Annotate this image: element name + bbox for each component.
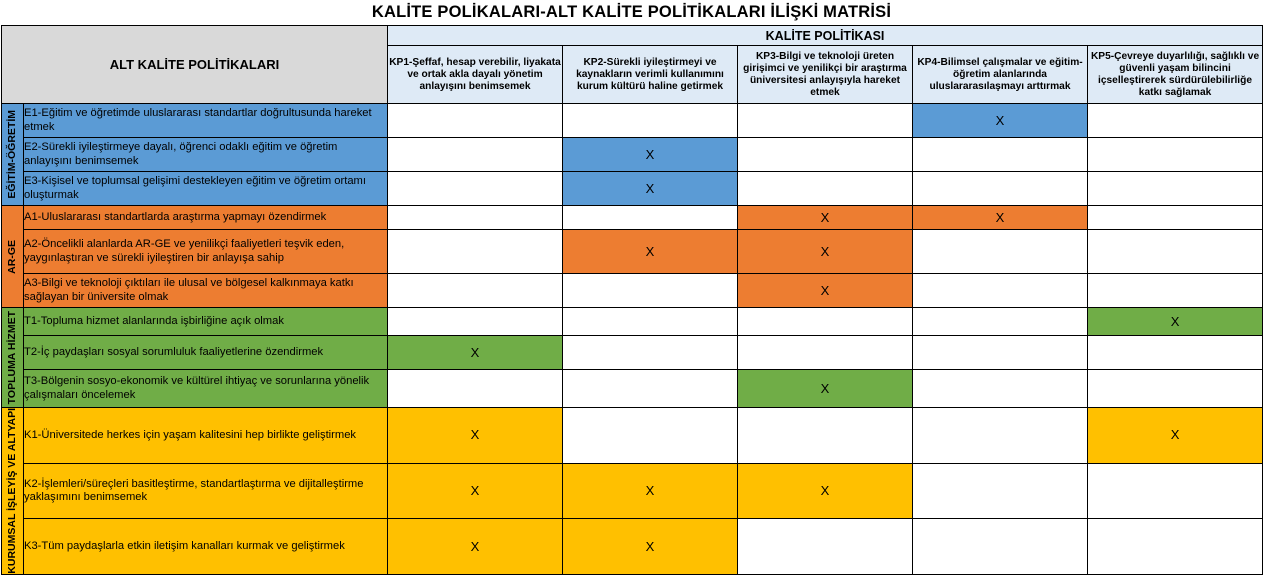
col-axis-title: KALİTE POLİTİKASI xyxy=(388,26,1263,46)
matrix-cell-t2-kp3 xyxy=(738,336,913,370)
matrix-cell-t3-kp2 xyxy=(563,370,738,408)
matrix-cell-k3-kp3 xyxy=(738,519,913,575)
row-label-k1: K1-Üniversitede herkes için yaşam kalitesini hep birlikte geliştirmek xyxy=(24,408,388,464)
matrix-cell-k1-kp1 xyxy=(388,408,563,464)
matrix-cell-e2-kp3 xyxy=(738,138,913,172)
relation-mark: X xyxy=(470,344,480,360)
column-header-kp2: KP2-Sürekli iyileştirmeyi ve kaynakların verimli kullanımını kurum kültürü haline getirmek xyxy=(563,46,738,104)
matrix-cell-a2-kp2 xyxy=(563,230,738,274)
matrix-cell-e3-kp2 xyxy=(563,172,738,206)
matrix-cell-t1-kp5 xyxy=(1088,308,1263,336)
relationship-matrix-table xyxy=(1,25,1263,575)
row-label-k2: K2-İşlemleri/süreçleri basitleştirme, standartlaştırma ve dijitalleştirme yaklaşımını benimsemek xyxy=(24,463,388,519)
matrix-cell-a2-kp3 xyxy=(738,230,913,274)
relation-mark: X xyxy=(645,146,655,162)
matrix-cell-t1-kp3 xyxy=(738,308,913,336)
matrix-cell-a3-kp5 xyxy=(1088,274,1263,308)
table-row xyxy=(2,274,1263,308)
matrix-cell-e2-kp4 xyxy=(913,138,1088,172)
row-label-k3: K3-Tüm paydaşlarla etkin iletişim kanalları kurmak ve geliştirmek xyxy=(24,519,388,575)
matrix-cell-a2-kp4 xyxy=(913,230,1088,274)
matrix-cell-t2-kp1 xyxy=(388,336,563,370)
group-label-text: EĞİTİM-ÖĞRETİM xyxy=(5,110,18,199)
matrix-cell-t1-kp1 xyxy=(388,308,563,336)
matrix-cell-e3-kp5 xyxy=(1088,172,1263,206)
relation-mark: X xyxy=(645,243,655,259)
matrix-cell-k1-kp2 xyxy=(563,408,738,464)
matrix-cell-k3-kp1 xyxy=(388,519,563,575)
table-row xyxy=(2,230,1263,274)
row-label-a2: A2-Öncelikli alanlarda AR-GE ve yenilikçi faaliyetleri teşvik eden, yaygınlaştıran ve sürekli iyileştiren bir anlayışa sahip xyxy=(24,230,388,274)
table-row xyxy=(2,370,1263,408)
relation-mark: X xyxy=(645,538,655,554)
relation-mark: X xyxy=(995,112,1005,128)
table-row xyxy=(2,463,1263,519)
matrix-cell-a1-kp2 xyxy=(563,206,738,230)
group-label-toplum-hizmet xyxy=(2,308,24,408)
matrix-cell-k2-kp4 xyxy=(913,463,1088,519)
row-label-t1: T1-Topluma hizmet alanlarında işbirliğine açık olmak xyxy=(24,308,388,336)
row-label-a3: A3-Bilgi ve teknoloji çıktıları ile ulusal ve bölgesel kalkınmaya katkı sağlayan bir üniversite olmak xyxy=(24,274,388,308)
column-header-kp5: KP5-Çevreye duyarlılığı, sağlıklı ve güvenli yaşam bilincini içselleştirerek sürdürülebilirliğe katkı sağlamak xyxy=(1088,46,1263,104)
table-row xyxy=(2,308,1263,336)
matrix-cell-e1-kp2 xyxy=(563,104,738,138)
group-label-text: AR-GE xyxy=(5,239,18,274)
matrix-cell-a2-kp5 xyxy=(1088,230,1263,274)
table-row xyxy=(2,519,1263,575)
matrix-cell-t2-kp4 xyxy=(913,336,1088,370)
header-row-top xyxy=(2,26,1263,46)
matrix-cell-e3-kp1 xyxy=(388,172,563,206)
table-row xyxy=(2,408,1263,464)
row-label-e3: E3-Kişisel ve toplumsal gelişimi destekleyen eğitim ve öğretim ortamı oluşturmak xyxy=(24,172,388,206)
matrix-cell-t1-kp4 xyxy=(913,308,1088,336)
matrix-cell-t1-kp2 xyxy=(563,308,738,336)
relation-mark: X xyxy=(820,282,830,298)
matrix-cell-a1-kp3 xyxy=(738,206,913,230)
matrix-cell-k3-kp2 xyxy=(563,519,738,575)
matrix-cell-t3-kp3 xyxy=(738,370,913,408)
matrix-cell-t3-kp1 xyxy=(388,370,563,408)
column-header-kp4: KP4-Bilimsel çalışmalar ve eğitim-öğretim alanlarında uluslararasılaşmayı arttırmak xyxy=(913,46,1088,104)
relation-mark: X xyxy=(820,243,830,259)
matrix-cell-k3-kp4 xyxy=(913,519,1088,575)
group-label-text: KURUMSAL İŞLEYİŞ VE ALTYAPI xyxy=(5,408,18,574)
matrix-cell-a3-kp1 xyxy=(388,274,563,308)
matrix-cell-a3-kp3 xyxy=(738,274,913,308)
matrix-cell-k1-kp3 xyxy=(738,408,913,464)
matrix-cell-a3-kp2 xyxy=(563,274,738,308)
matrix-cell-a1-kp1 xyxy=(388,206,563,230)
matrix-cell-e3-kp3 xyxy=(738,172,913,206)
group-label-text: TOPLUMA HİZMET xyxy=(5,310,18,405)
matrix-cell-a1-kp5 xyxy=(1088,206,1263,230)
matrix-cell-e2-kp5 xyxy=(1088,138,1263,172)
row-label-t3: T3-Bölgenin sosyo-ekonomik ve kültürel ihtiyaç ve sorunlarına yönelik çalışmaları öncelemek xyxy=(24,370,388,408)
relation-mark: X xyxy=(1170,427,1180,443)
matrix-cell-e1-kp5 xyxy=(1088,104,1263,138)
matrix-cell-t2-kp5 xyxy=(1088,336,1263,370)
relation-mark: X xyxy=(995,209,1005,225)
group-label-ar-ge xyxy=(2,206,24,308)
table-row xyxy=(2,336,1263,370)
matrix-cell-t3-kp5 xyxy=(1088,370,1263,408)
relation-mark: X xyxy=(820,209,830,225)
relation-mark: X xyxy=(645,482,655,498)
page-title: KALİTE POLİKALARI-ALT KALİTE POLİTİKALARI İLİŞKİ MATRİSİ xyxy=(371,3,892,21)
matrix-cell-a1-kp4 xyxy=(913,206,1088,230)
row-label-t2: T2-İç paydaşları sosyal sorumluluk faaliyetlerine özendirmek xyxy=(24,336,388,370)
matrix-cell-e1-kp4 xyxy=(913,104,1088,138)
relation-mark: X xyxy=(470,482,480,498)
column-header-kp1: KP1-Şeffaf, hesap verebilir, liyakata ve ortak akla dayalı yönetim anlayışını benimsemek xyxy=(388,46,563,104)
matrix-cell-k2-kp3 xyxy=(738,463,913,519)
matrix-cell-e1-kp1 xyxy=(388,104,563,138)
relation-mark: X xyxy=(820,482,830,498)
matrix-cell-e3-kp4 xyxy=(913,172,1088,206)
table-row xyxy=(2,206,1263,230)
matrix-cell-e2-kp2 xyxy=(563,138,738,172)
matrix-cell-a3-kp4 xyxy=(913,274,1088,308)
table-row xyxy=(2,172,1263,206)
row-label-e1: E1-Eğitim ve öğretimde uluslararası standartlar doğrultusunda hareket etmek xyxy=(24,104,388,138)
relation-mark: X xyxy=(470,538,480,554)
matrix-cell-a2-kp1 xyxy=(388,230,563,274)
matrix-cell-t3-kp4 xyxy=(913,370,1088,408)
group-label-egitim-ogretim xyxy=(2,104,24,206)
table-row xyxy=(2,138,1263,172)
group-label-kurumsal-isleyis xyxy=(2,408,24,575)
row-axis-title: ALT KALİTE POLİTİKALARI xyxy=(2,26,388,104)
matrix-cell-k2-kp2 xyxy=(563,463,738,519)
row-label-a1: A1-Uluslararası standartlarda araştırma yapmayı özendirmek xyxy=(24,206,388,230)
matrix-cell-k1-kp5 xyxy=(1088,408,1263,464)
row-label-e2: E2-Sürekli iyileştirmeye dayalı, öğrenci odaklı eğitim ve öğretim anlayışını benimsemek xyxy=(24,138,388,172)
relation-mark: X xyxy=(820,380,830,396)
matrix-cell-k1-kp4 xyxy=(913,408,1088,464)
relation-mark: X xyxy=(1170,313,1180,329)
table-row xyxy=(2,104,1263,138)
column-header-kp3: KP3-Bilgi ve teknoloji üreten girişimci ve yenilikçi bir araştırma üniversitesi anlayışıyla hareket etmek xyxy=(738,46,913,104)
matrix-cell-k2-kp5 xyxy=(1088,463,1263,519)
matrix-cell-k2-kp1 xyxy=(388,463,563,519)
matrix-cell-e2-kp1 xyxy=(388,138,563,172)
matrix-cell-e1-kp3 xyxy=(738,104,913,138)
matrix-cell-t2-kp2 xyxy=(563,336,738,370)
table-body xyxy=(2,104,1263,575)
matrix-cell-k3-kp5 xyxy=(1088,519,1263,575)
relation-mark: X xyxy=(470,427,480,443)
table-header xyxy=(2,26,1263,104)
relation-mark: X xyxy=(645,180,655,196)
